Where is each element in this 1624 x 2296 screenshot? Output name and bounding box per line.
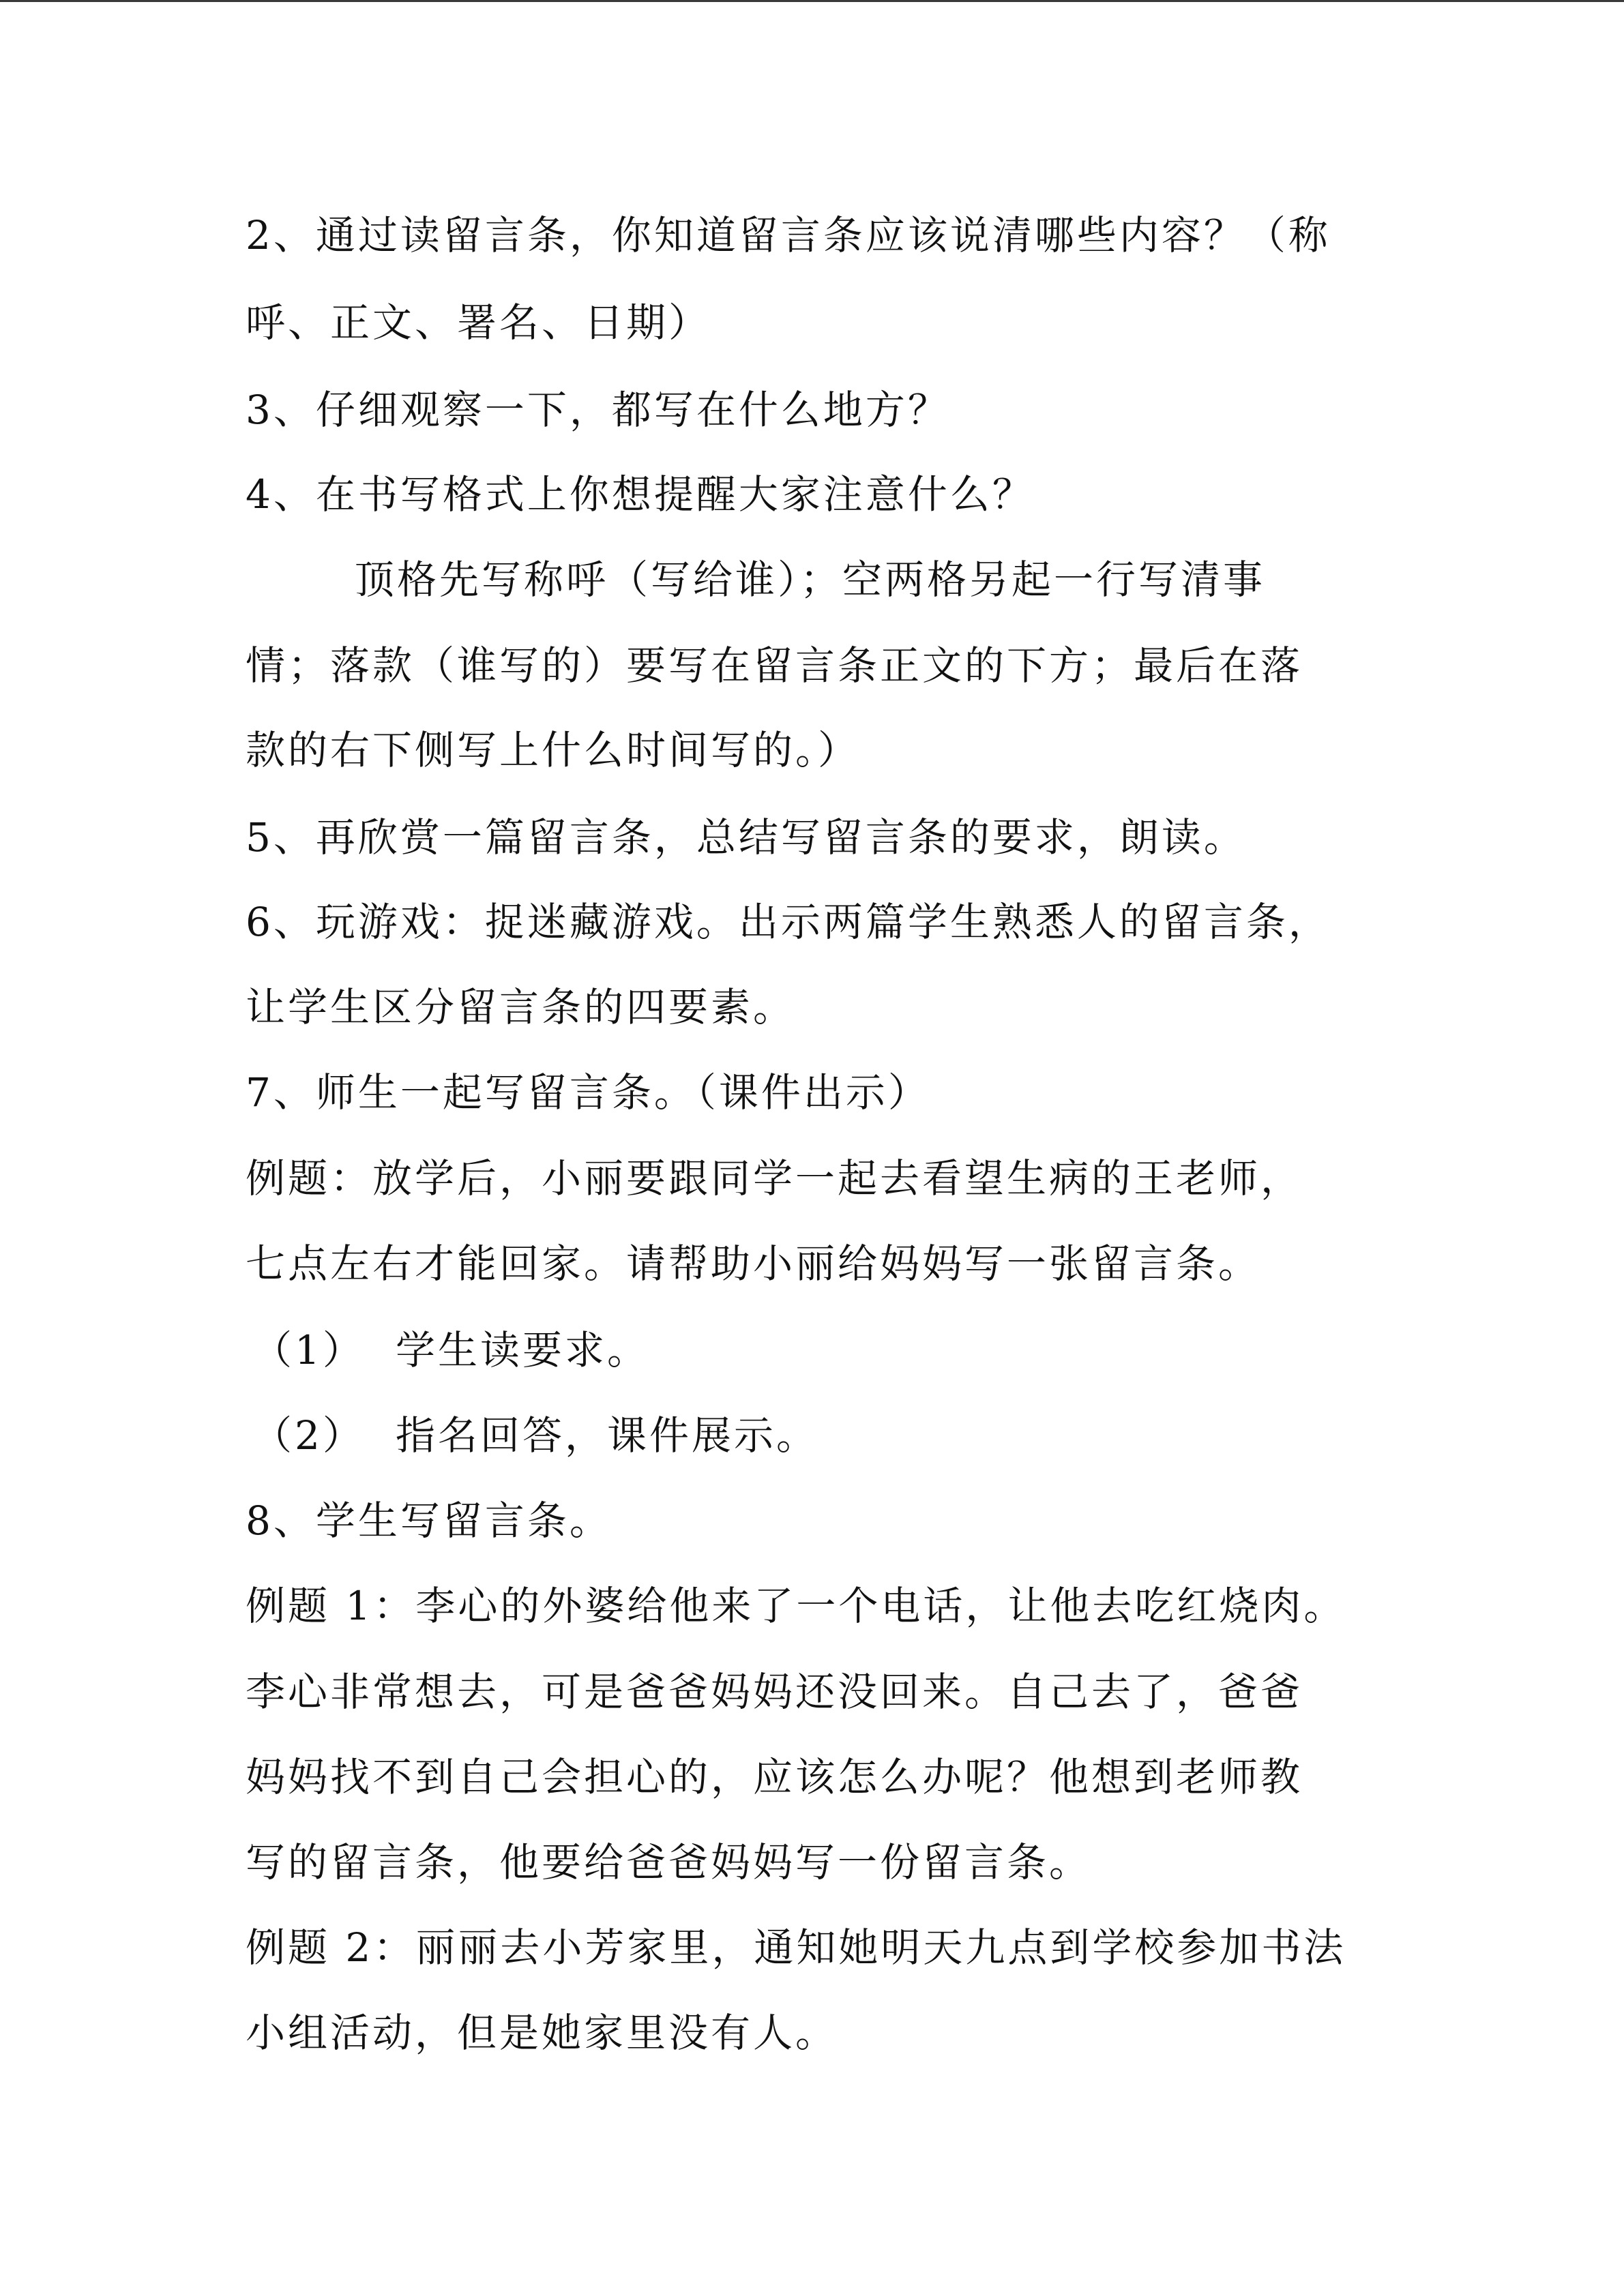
paragraph-line: 例题 1：李心的外婆给他来了一个电话，让他去吃红烧肉。 <box>246 1583 1346 1629</box>
paragraph-line: 5、再欣赏一篇留言条，总结写留言条的要求，朗读。 <box>246 814 1246 861</box>
paragraph-line: 8、学生写留言条。 <box>246 1497 612 1544</box>
top-border-line <box>0 0 1624 2</box>
list-item-text: 指名回答，课件展示。 <box>396 1412 819 1459</box>
paragraph-line: 3、仔细观察一下，都写在什么地方？ <box>246 387 950 433</box>
paragraph-line: 4、在书写格式上你想提醒大家注意什么？ <box>246 471 1035 518</box>
list-item-number: （1） <box>252 1327 365 1373</box>
paragraph-line: 呼、正文、署名、日期） <box>246 299 711 346</box>
paragraph-line: 6、玩游戏：捉迷藏游戏。出示两篇学生熟悉人的留言条， <box>246 899 1331 945</box>
paragraph-line: 2、通过读留言条，你知道留言条应该说清哪些内容？（称 <box>246 212 1331 258</box>
list-item-number: （2） <box>252 1412 365 1459</box>
paragraph-line: 情；落款（谁写的）要写在留言条正文的下方；最后在落 <box>246 642 1303 689</box>
paragraph-line: 写的留言条，他要给爸爸妈妈写一份留言条。 <box>246 1839 1092 1885</box>
paragraph-line: 李心非常想去，可是爸爸妈妈还没回来。自己去了，爸爸 <box>246 1669 1303 1715</box>
paragraph-line: 让学生区分留言条的四要素。 <box>246 984 796 1030</box>
paragraph-line: 例题：放学后，小丽要跟同学一起去看望生病的王老师， <box>246 1155 1303 1202</box>
paragraph-line: 小组活动，但是她家里没有人。 <box>246 2010 838 2056</box>
paragraph-line: 例题 2：丽丽去小芳家里，通知她明天九点到学校参加书法 <box>246 1924 1346 1971</box>
list-item-text: 学生读要求。 <box>396 1327 650 1373</box>
list-item <box>252 1326 649 1374</box>
paragraph-line: 款的右下侧写上什么时间写的。） <box>246 727 861 773</box>
paragraph-line: 顶格先写称呼（写给谁）；空两格另起一行写清事 <box>355 556 1266 603</box>
paragraph-line: 妈妈找不到自己会担心的，应该怎么办呢？他想到老师教 <box>246 1754 1303 1800</box>
paragraph-line: 7、师生一起写留言条。（课件出示） <box>246 1069 930 1116</box>
list-item <box>252 1412 818 1459</box>
paragraph-line: 七点左右才能回家。请帮助小丽给妈妈写一张留言条。 <box>246 1240 1261 1287</box>
